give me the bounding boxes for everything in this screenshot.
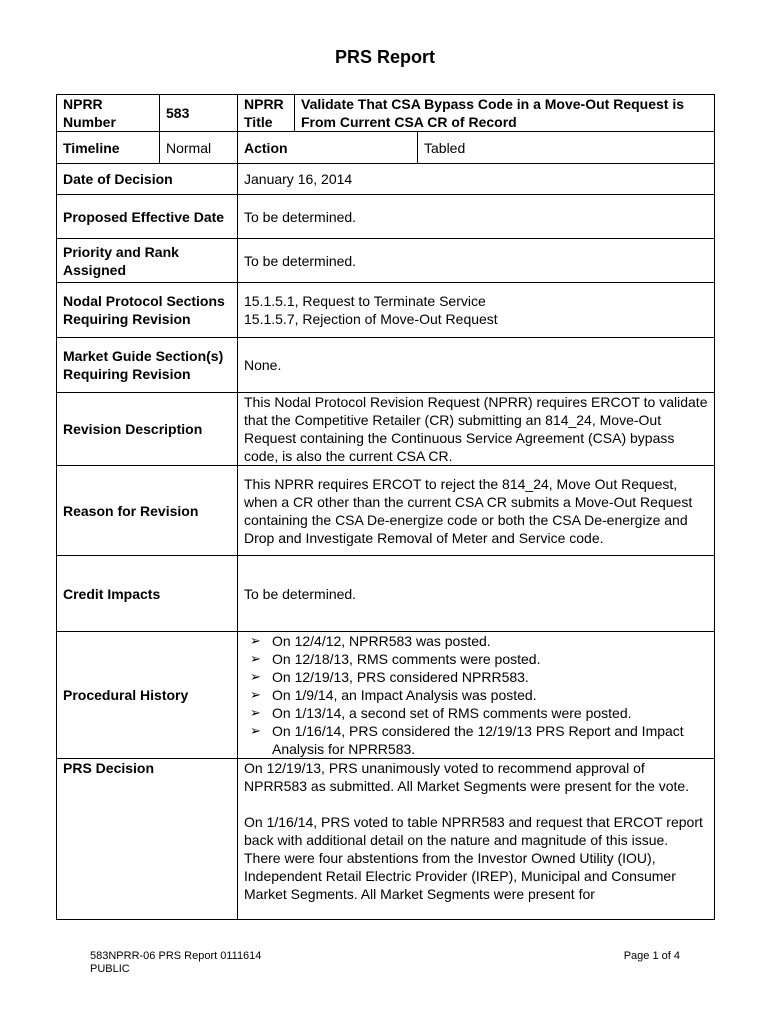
nodal-sections-value [238,283,715,338]
nodal-section-line-1: 15.1.5.1, Request to Terminate Service [244,293,486,309]
row-priority-rank [57,239,715,283]
header-row-nprr [57,95,715,132]
proposed-effective-date-value: To be determined. [238,195,715,239]
nprr-number-label: NPRR Number [57,95,160,132]
header-row-timeline [57,132,715,164]
priority-rank-label: Priority and Rank Assigned [57,239,238,283]
priority-rank-value: To be determined. [238,239,715,283]
row-market-guide [57,338,715,393]
row-proposed-effective-date [57,195,715,239]
nprr-title-value: Validate That CSA Bypass Code in a Move-Out Request is From Current CSA CR of Record [295,95,715,132]
prs-decision-value [238,759,715,920]
prs-decision-paragraph-1: On 12/19/13, PRS unanimously voted to recommend approval of NPRR583 as submitted. All Market Segments were present for the vote. [244,760,690,794]
prs-decision-paragraph-2: On 1/16/14, PRS voted to table NPRR583 and request that ERCOT report back with additional detail on the nature and magnitude of this issue. There were four abstentions from the Investor Owned Utility (IOU), Independent Retail Electric Provider (IREP), Municipal and Consumer Market Segments. All Market Segments were present for [244,814,703,902]
footer-left [90,950,261,976]
history-item: ➢ On 12/18/13, RMS comments were posted. [272,650,708,668]
history-item: ➢ On 12/4/12, NPRR583 was posted. [272,632,708,650]
action-value: Tabled [418,132,715,164]
proposed-effective-date-label: Proposed Effective Date [57,195,238,239]
row-date-of-decision [57,164,715,195]
row-prs-decision [57,759,715,920]
timeline-label: Timeline [57,132,160,164]
credit-impacts-value: To be determined. [238,556,715,632]
revision-description-label: Revision Description [57,393,238,466]
market-guide-value: None. [238,338,715,393]
footer-classification: PUBLIC [90,963,130,975]
prs-decision-label: PRS Decision [57,759,238,920]
footer-doc-id: 583NPRR-06 PRS Report 0111614 [90,950,262,962]
report-table [56,94,715,920]
footer-page-number: Page 1 of 4 [623,950,680,962]
reason-for-revision-label: Reason for Revision [57,466,238,556]
row-credit-impacts [57,556,715,632]
market-guide-label: Market Guide Section(s) Requiring Revision [57,338,238,393]
nodal-sections-label: Nodal Protocol Sections Requiring Revision [57,283,238,338]
row-procedural-history [57,632,715,759]
procedural-history-list [244,632,708,758]
date-of-decision-label: Date of Decision [57,164,238,195]
procedural-history-value [238,632,715,759]
nprr-number-value: 583 [160,95,238,132]
revision-description-value: This Nodal Protocol Revision Request (NPRR) requires ERCOT to validate that the Competitive Retailer (CR) submitting an 814_24, Move-Out Request containing the Continuous Service Agreement (CSA) bypass code, is also the current CSA CR. [238,393,715,466]
row-nodal-sections [57,283,715,338]
row-revision-description [57,393,715,466]
procedural-history-label: Procedural History [57,632,238,759]
nodal-section-line-2: 15.1.5.7, Rejection of Move-Out Request [244,311,498,327]
history-item: ➢ On 1/13/14, a second set of RMS comments were posted. [272,704,708,722]
reason-for-revision-value: This NPRR requires ERCOT to reject the 814_24, Move Out Request, when a CR other than the current CSA CR submits a Move-Out Request containing the CSA De-energize code or both the CSA De-energize and Drop and Investigate Removal of Meter and Service code. [238,466,715,556]
nprr-title-label: NPRR Title [238,95,295,132]
action-label: Action [238,132,418,164]
timeline-value: Normal [160,132,238,164]
date-of-decision-value: January 16, 2014 [238,164,715,195]
row-reason-for-revision [57,466,715,556]
history-item: ➢ On 12/19/13, PRS considered NPRR583. [272,668,708,686]
page-title: PRS Report [334,47,435,67]
history-item: ➢ On 1/16/14, PRS considered the 12/19/13 PRS Report and Impact Analysis for NPRR583. [272,722,708,758]
history-item: ➢ On 1/9/14, an Impact Analysis was posted. [272,686,708,704]
credit-impacts-label: Credit Impacts [57,556,238,632]
